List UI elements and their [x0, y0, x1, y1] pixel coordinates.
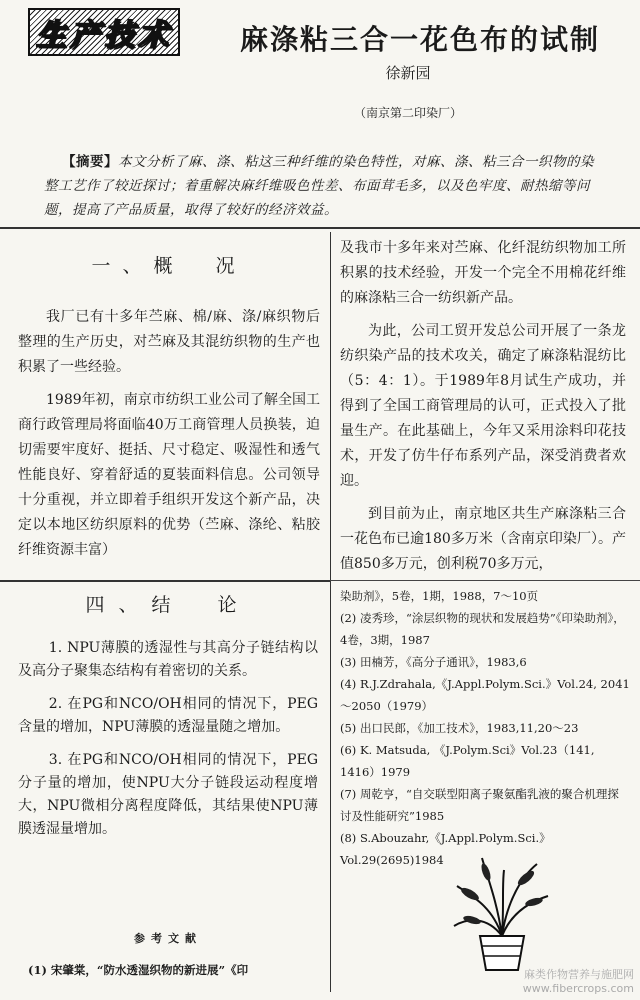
reference-item: (8) S.Abouzahr,《J.Appl.Polym.Sci.》Vol.29(2695)1984: [340, 831, 551, 867]
right-column: [340, 236, 626, 585]
article-author: 徐新园: [385, 64, 431, 82]
references-heading: 参考文献: [134, 932, 202, 945]
conclusion-section: [18, 594, 318, 851]
abstract-divider: [0, 227, 640, 229]
section-separator: [330, 580, 640, 581]
section-heading-conclusion: 四、结 论: [85, 594, 251, 616]
paragraph: 为此，公司工贸开发总公司开展了一条龙纺织染产品的技术攻关，确定了麻涤粘混纺比（5：4：1）。于1989年8月试生产成功，并得到了全国工商管理局的认可，正式投入了批量生产。在此基础上，今年又采用涂料印花技术，开发了仿牛仔布系列产品，深受消费者欢迎。: [340, 323, 626, 489]
reference-item: 染助剂》，5卷，1期，1988，7～10页: [340, 589, 539, 603]
reference-item: (7) 周乾亨，“自交联型阳离子聚氨酯乳液的聚合机理探讨及性能研究”1985: [340, 787, 619, 823]
section-logo-text: 生产技术: [36, 18, 172, 53]
reference-item: (4) R.J.Zdrahala,《J.Appl.Polym.Sci.》Vol.24, 2041～2050（1979）: [340, 677, 630, 713]
abstract: [44, 150, 606, 222]
watermark-url: www.fibercrops.com: [522, 982, 634, 995]
column-divider: [330, 232, 331, 992]
paragraph: 我厂已有十多年苎麻、棉/麻、涤/麻织物后整理的生产历史，对苎麻及其混纺织物的生产也积累了一些经验。: [18, 309, 320, 375]
references-list: [340, 585, 630, 871]
paragraph: 1989年初，南京市纺织工业公司了解全国工商行政管理局将面临40万工商管理人员换装，迫切需要牢度好、挺括、尺寸稳定、吸湿性和透气性能良好、穿着舒适的夏装面料信息。公司领导十分重视，并立即着手组织开发这个新产品，决定以本地区纺织原料的优势（苎麻、涤纶、粘胶纤维资源丰富）: [18, 392, 320, 558]
watermark: [523, 968, 634, 996]
article-affiliation: （南京第二印染厂）: [353, 106, 462, 120]
abstract-text: 本文分析了麻、涤、粘这三种纤维的染色特性，对麻、涤、粘三合一织物的染整工艺作了较近探讨；着重解决麻纤维吸色性差、布面茸毛多，以及色牢度、耐热缩等问题，提高了产品质量，取得了较好的经济效益。: [44, 154, 594, 218]
conclusion-item: 2. 在PG和NCO/OH相同的情况下，PEG含量的增加，NPU薄膜的透湿量随之增加。: [18, 696, 318, 735]
left-column: [18, 236, 320, 571]
section-logo: [28, 8, 180, 56]
conclusion-item: 1. NPU薄膜的透湿性与其高分子链结构以及高分子聚集态结构有着密切的关系。: [18, 640, 318, 679]
potted-plant-illustration: [452, 856, 552, 974]
reference-item: (1) 宋肇棠，“防水透湿织物的新进展”《印: [28, 963, 249, 977]
section-heading-overview: 一、概 况: [91, 255, 247, 277]
section-separator: [0, 580, 330, 582]
reference-item: (2) 凌秀珍，“涂层织物的现状和发展趋势”《印染助剂》，4卷，3期，1987: [340, 611, 625, 647]
article-title: 麻涤粘三合一花色布的试制: [239, 23, 600, 56]
watermark-line: 麻类作物营养与施肥网: [524, 968, 634, 981]
reference-item: (3) 田楠芳，《高分子通讯》，1983,6: [340, 655, 527, 669]
abstract-label: 【摘要】: [62, 154, 118, 170]
paragraph: 到目前为止，南京地区共生产麻涤粘三合一花色布已逾180多万米（含南京印染厂）。产值850多万元，创利税70多万元，: [340, 506, 626, 572]
paragraph: 及我市十多年来对苎麻、化纤混纺织物加工所积累的技术经验，开发一个完全不用棉花纤维的麻涤粘三合一纺织新产品。: [340, 240, 626, 306]
conclusion-item: 3. 在PG和NCO/OH相同的情况下，PEG分子量的增加，使NPU大分子链段运动程度增大，NPU微相分离程度降低，其结果使NPU薄膜透湿量增加。: [18, 752, 318, 837]
reference-item: (5) 出口民郎，《加工技术》，1983,11,20～23: [340, 721, 579, 735]
reference-item: (6) K. Matsuda, 《J.Polym.Sci》Vol.23（141, 1416）1979: [340, 743, 595, 779]
